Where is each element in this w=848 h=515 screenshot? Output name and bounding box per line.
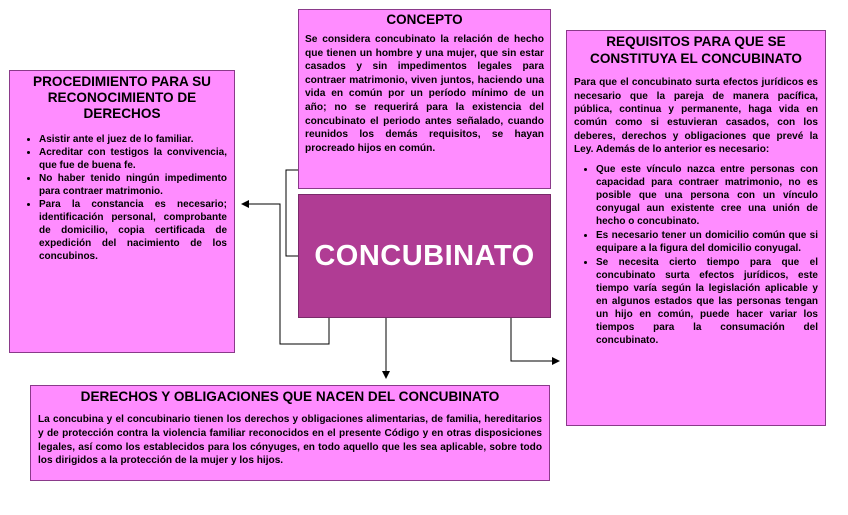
requisitos-intro: Para que el concubinato surta efectos jurídicos es necesario que la pareja de manera pacífica, pública, continua y permanente, haga vida en común como si estuvieran casados, con los deberes, derechos y obligaciones que prevé la Ley. Además de lo anterior es necesario: xyxy=(574,77,818,156)
procedimiento-title: PROCEDIMIENTO PARA SU RECONOCIMIENTO DE DERECHOS xyxy=(33,74,211,122)
requisitos-item: • Es necesario tener un domicilio común que si equipare a la figura del domicilio conyugal. xyxy=(596,229,818,255)
connector-requisitos xyxy=(511,318,559,361)
requisitos-box xyxy=(566,30,826,426)
concubinato-center-node xyxy=(298,194,551,318)
procedimiento-item: • No haber tenido ningún impedimento para contraer matrimonio. xyxy=(39,172,227,198)
procedimiento-list xyxy=(17,133,227,263)
concepto-box xyxy=(298,9,551,189)
center-title: CONCUBINATO xyxy=(314,239,535,272)
derechos-box xyxy=(30,385,550,481)
procedimiento-item: • Acreditar con testigos la convivencia, que fue de buena fe. xyxy=(39,146,227,172)
derechos-text: La concubina y el concubinario tienen los derechos y obligaciones alimentarias, de familia, hereditarios y de protección contra la violencia familiar reconocidos en el presente Código y en otras disposiciones legales, así como los establecidos para los cónyuges, en todo aquello que les sea aplicable, sobre todo los dirigidos a la protección de la mujer y los hijos. xyxy=(38,414,542,467)
concepto-title: CONCEPTO xyxy=(386,12,463,27)
connector-concepto xyxy=(286,170,298,256)
procedimiento-item: • Asistir ante el juez de lo familiar. xyxy=(39,133,227,146)
requisitos-list xyxy=(574,163,818,347)
derechos-title: DERECHOS Y OBLIGACIONES QUE NACEN DEL CONCUBINATO xyxy=(80,389,500,404)
requisitos-item: • Que este vínculo nazca entre personas con capacidad para contraer matrimonio, no es posible que una persona con un vínculo conyugal aun existente cree una unión de hecho o concubinato. xyxy=(596,163,818,228)
procedimiento-box xyxy=(9,70,235,353)
requisitos-item: • Se necesita cierto tiempo para que el concubinato surta efectos jurídicos, este tiempo varía según la legislación aplicable y en algunos estados que las personas tengan un hijo en común, puede hacer variar los tiempos para la consumación del concubinato. xyxy=(596,256,818,347)
requisitos-title: REQUISITOS PARA QUE SE CONSTITUYA EL CONCUBINATO xyxy=(590,34,802,66)
procedimiento-item: • Para la constancia es necesario; identificación personal, comprobante de domicilio, copia certificada de expedición del nacimiento de los concubinos. xyxy=(39,198,227,263)
concepto-text: Se considera concubinato la relación de hecho que tienen un hombre y una mujer, que sin estar casados y sin impedimentos legales para contraer matrimonio, viven juntos, haciendo una vida en común por un período mínimo de un año; no se requerirá para la existencia del concubinato el periodo antes señalado, cuando reunidos los demás requisitos, se hayan procreado hijos en común. xyxy=(305,34,544,154)
